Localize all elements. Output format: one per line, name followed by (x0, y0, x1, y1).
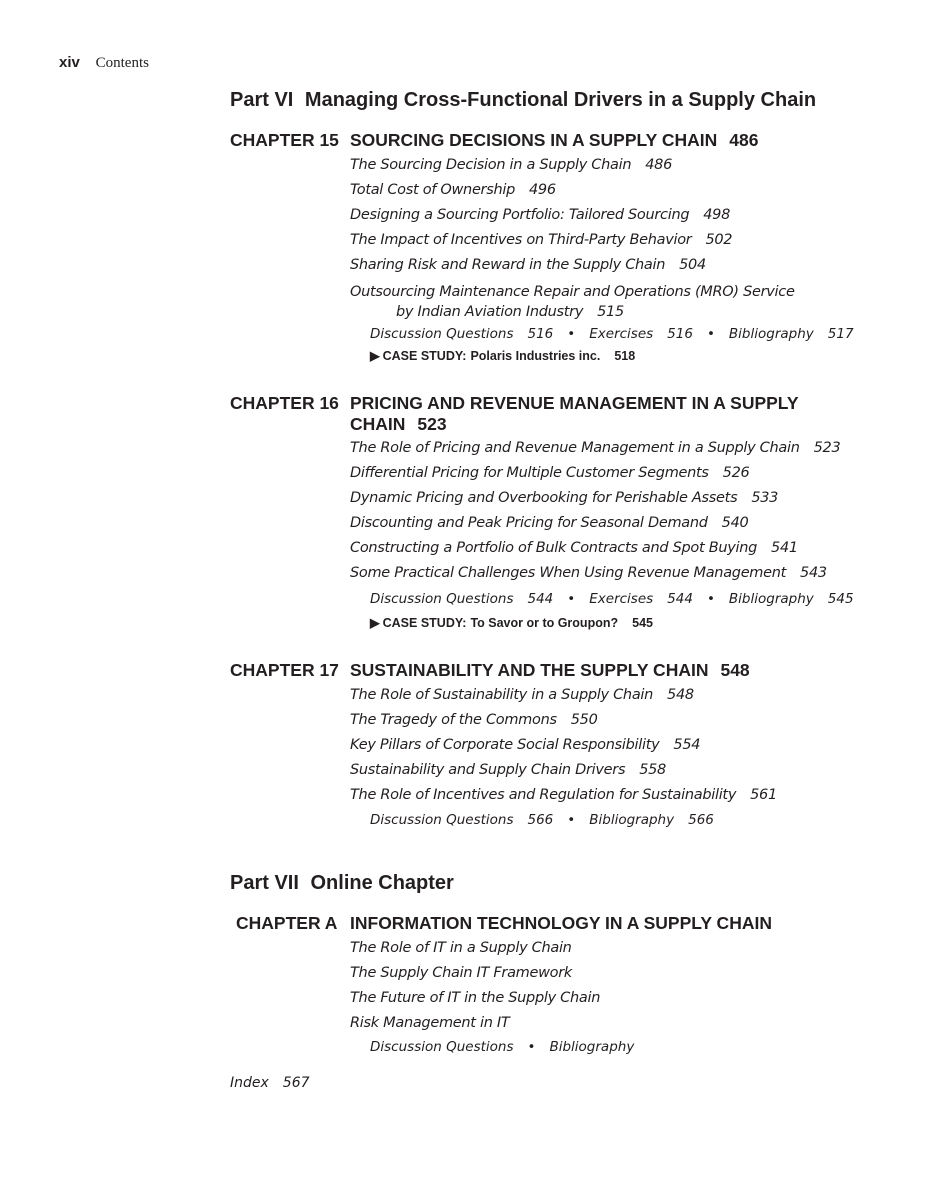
case-study-title: Polaris Industries inc. (470, 349, 601, 363)
bullet-separator: • (706, 326, 715, 342)
entry-page: 502 (705, 232, 733, 248)
running-head (59, 54, 149, 72)
toc-entry[interactable] (350, 712, 598, 728)
entry-title: Dynamic Pricing and Overbooking for Perishable Assets (350, 490, 738, 506)
bibliography-link[interactable]: Bibliography 517 (728, 326, 854, 342)
entry-page: 541 (771, 540, 798, 556)
part-heading-vi (230, 89, 816, 112)
toc-entry[interactable] (350, 157, 672, 173)
running-title: Contents (95, 55, 149, 71)
discussion-questions-link[interactable]: Discussion Questions 544 (370, 591, 554, 607)
toc-entry[interactable] (350, 182, 556, 198)
entry-page: 540 (721, 515, 749, 531)
entry-page: 550 (570, 712, 598, 728)
chapter-title-text: INFORMATION TECHNOLOGY IN A SUPPLY CHAIN (350, 913, 772, 933)
entry-page: 486 (645, 157, 672, 173)
entry-title: Designing a Sourcing Portfolio: Tailored Sourcing (350, 207, 690, 223)
chapter-title (350, 393, 850, 435)
toc-entry[interactable] (350, 737, 700, 753)
discussion-questions-link[interactable]: Discussion Questions 516 (370, 326, 554, 342)
exercises-link[interactable]: Exercises 544 (589, 591, 693, 607)
entry-page: 561 (750, 787, 777, 803)
toc-entry[interactable] (350, 515, 748, 531)
end-matter-line (370, 812, 714, 828)
toc-entry[interactable] (350, 282, 795, 322)
entry-page: 548 (667, 687, 694, 703)
entry-title: Sustainability and Supply Chain Drivers (350, 762, 626, 778)
entry-title: The Role of Sustainability in a Supply Chain (350, 687, 654, 703)
chapter-title (350, 660, 870, 681)
entry-title: Risk Management in IT (350, 1015, 510, 1031)
part-title: Managing Cross-Functional Drivers in a Supply Chain (304, 89, 817, 111)
bullet-separator: • (706, 591, 715, 607)
toc-entry[interactable] (350, 787, 777, 803)
case-study-label: CASE STUDY: (382, 616, 467, 630)
toc-entry[interactable] (350, 232, 732, 248)
case-study-entry[interactable] (370, 615, 653, 630)
bibliography-link[interactable]: Bibliography (549, 1039, 635, 1055)
entry-title: The Supply Chain IT Framework (350, 965, 572, 981)
entry-title: The Role of IT in a Supply Chain (350, 940, 572, 956)
entry-page: 496 (529, 182, 556, 198)
toc-entry[interactable] (350, 965, 572, 981)
entry-page: 498 (703, 207, 731, 223)
entry-title: The Sourcing Decision in a Supply Chain (350, 157, 632, 173)
entry-title: The Future of IT in the Supply Chain (350, 990, 601, 1006)
toc-entry[interactable] (350, 940, 572, 956)
entry-title: The Role of Incentives and Regulation for Sustainability (350, 787, 737, 803)
bibliography-link[interactable]: Bibliography 545 (728, 591, 854, 607)
end-matter-line (370, 1039, 634, 1055)
toc-entry[interactable] (350, 762, 666, 778)
entry-page: 554 (673, 737, 701, 753)
toc-entry[interactable] (350, 257, 706, 273)
entry-page: 523 (813, 440, 841, 456)
toc-entry[interactable] (350, 990, 600, 1006)
entry-title: Discounting and Peak Pricing for Seasonal Demand (350, 515, 708, 531)
entry-title: Differential Pricing for Multiple Customer Segments (350, 465, 709, 481)
entry-page: 533 (751, 490, 779, 506)
entry-title: Some Practical Challenges When Using Revenue Management (350, 565, 787, 581)
toc-entry[interactable] (350, 687, 694, 703)
chapter-title-text: SUSTAINABILITY AND THE SUPPLY CHAIN (350, 660, 709, 680)
index-entry[interactable] (230, 1075, 310, 1091)
chapter-title (350, 130, 870, 151)
entry-title-continued: by Indian Aviation Industry (396, 304, 584, 320)
toc-entry[interactable] (350, 440, 840, 456)
entry-page: 543 (800, 565, 827, 581)
toc-entry[interactable] (350, 540, 798, 556)
part-label: Part VII (230, 872, 299, 894)
entry-title: The Role of Pricing and Revenue Management in a Supply Chain (350, 440, 800, 456)
chapter-label: CHAPTER 17 (230, 660, 339, 680)
entry-page: 515 (597, 304, 624, 320)
toc-entry[interactable] (350, 465, 749, 481)
entry-page: 558 (639, 762, 666, 778)
toc-entry[interactable] (350, 565, 827, 581)
page-number: xiv (59, 54, 80, 71)
discussion-questions-link[interactable]: Discussion Questions (370, 1039, 514, 1055)
end-matter-line (370, 591, 854, 607)
toc-entry[interactable] (350, 490, 778, 506)
chapter-label: CHAPTER 15 (230, 130, 339, 150)
bullet-separator: • (567, 591, 576, 607)
entry-title: Sharing Risk and Reward in the Supply Chain (350, 257, 666, 273)
exercises-link[interactable]: Exercises 516 (589, 326, 693, 342)
entry-title: The Impact of Incentives on Third-Party Behavior (350, 232, 692, 248)
part-label: Part VI (230, 89, 294, 111)
case-study-title: To Savor or to Groupon? (470, 616, 619, 630)
bullet-separator: • (567, 326, 576, 342)
part-heading-vii (230, 872, 454, 895)
part-title: Online Chapter (310, 872, 454, 894)
chapter-label: CHAPTER A (236, 913, 338, 933)
index-label: Index (230, 1075, 269, 1091)
play-arrow-icon: ▶ (370, 616, 380, 630)
toc-entry[interactable] (350, 1015, 509, 1031)
entry-title: Total Cost of Ownership (350, 182, 515, 198)
case-study-page: 545 (632, 616, 653, 630)
chapter-title (350, 913, 870, 934)
index-page: 567 (282, 1075, 310, 1091)
bullet-separator: • (527, 1039, 536, 1055)
chapter-page: 548 (720, 660, 750, 680)
entry-title: The Tragedy of the Commons (350, 712, 557, 728)
entry-page: 504 (679, 257, 706, 273)
chapter-title-text: SOURCING DECISIONS IN A SUPPLY CHAIN (350, 130, 718, 150)
toc-entry[interactable] (350, 207, 730, 223)
entry-page: 526 (722, 465, 750, 481)
entry-title: Constructing a Portfolio of Bulk Contracts and Spot Buying (350, 540, 758, 556)
play-arrow-icon: ▶ (370, 349, 380, 363)
bullet-separator: • (567, 812, 576, 828)
discussion-questions-link[interactable]: Discussion Questions 566 (370, 812, 554, 828)
case-study-entry[interactable] (370, 348, 635, 363)
case-study-label: CASE STUDY: (382, 349, 467, 363)
end-matter-line (370, 326, 854, 342)
entry-title: Outsourcing Maintenance Repair and Operations (MRO) Service (350, 284, 795, 300)
chapter-label: CHAPTER 16 (230, 393, 339, 413)
case-study-page: 518 (614, 349, 636, 363)
chapter-page: 486 (729, 130, 759, 150)
entry-title: Key Pillars of Corporate Social Responsibility (350, 737, 660, 753)
chapter-page: 523 (417, 414, 447, 434)
bibliography-link[interactable]: Bibliography 566 (589, 812, 714, 828)
chapter-title-text: PRICING AND REVENUE MANAGEMENT IN A SUPPLY CHAIN (350, 393, 799, 434)
